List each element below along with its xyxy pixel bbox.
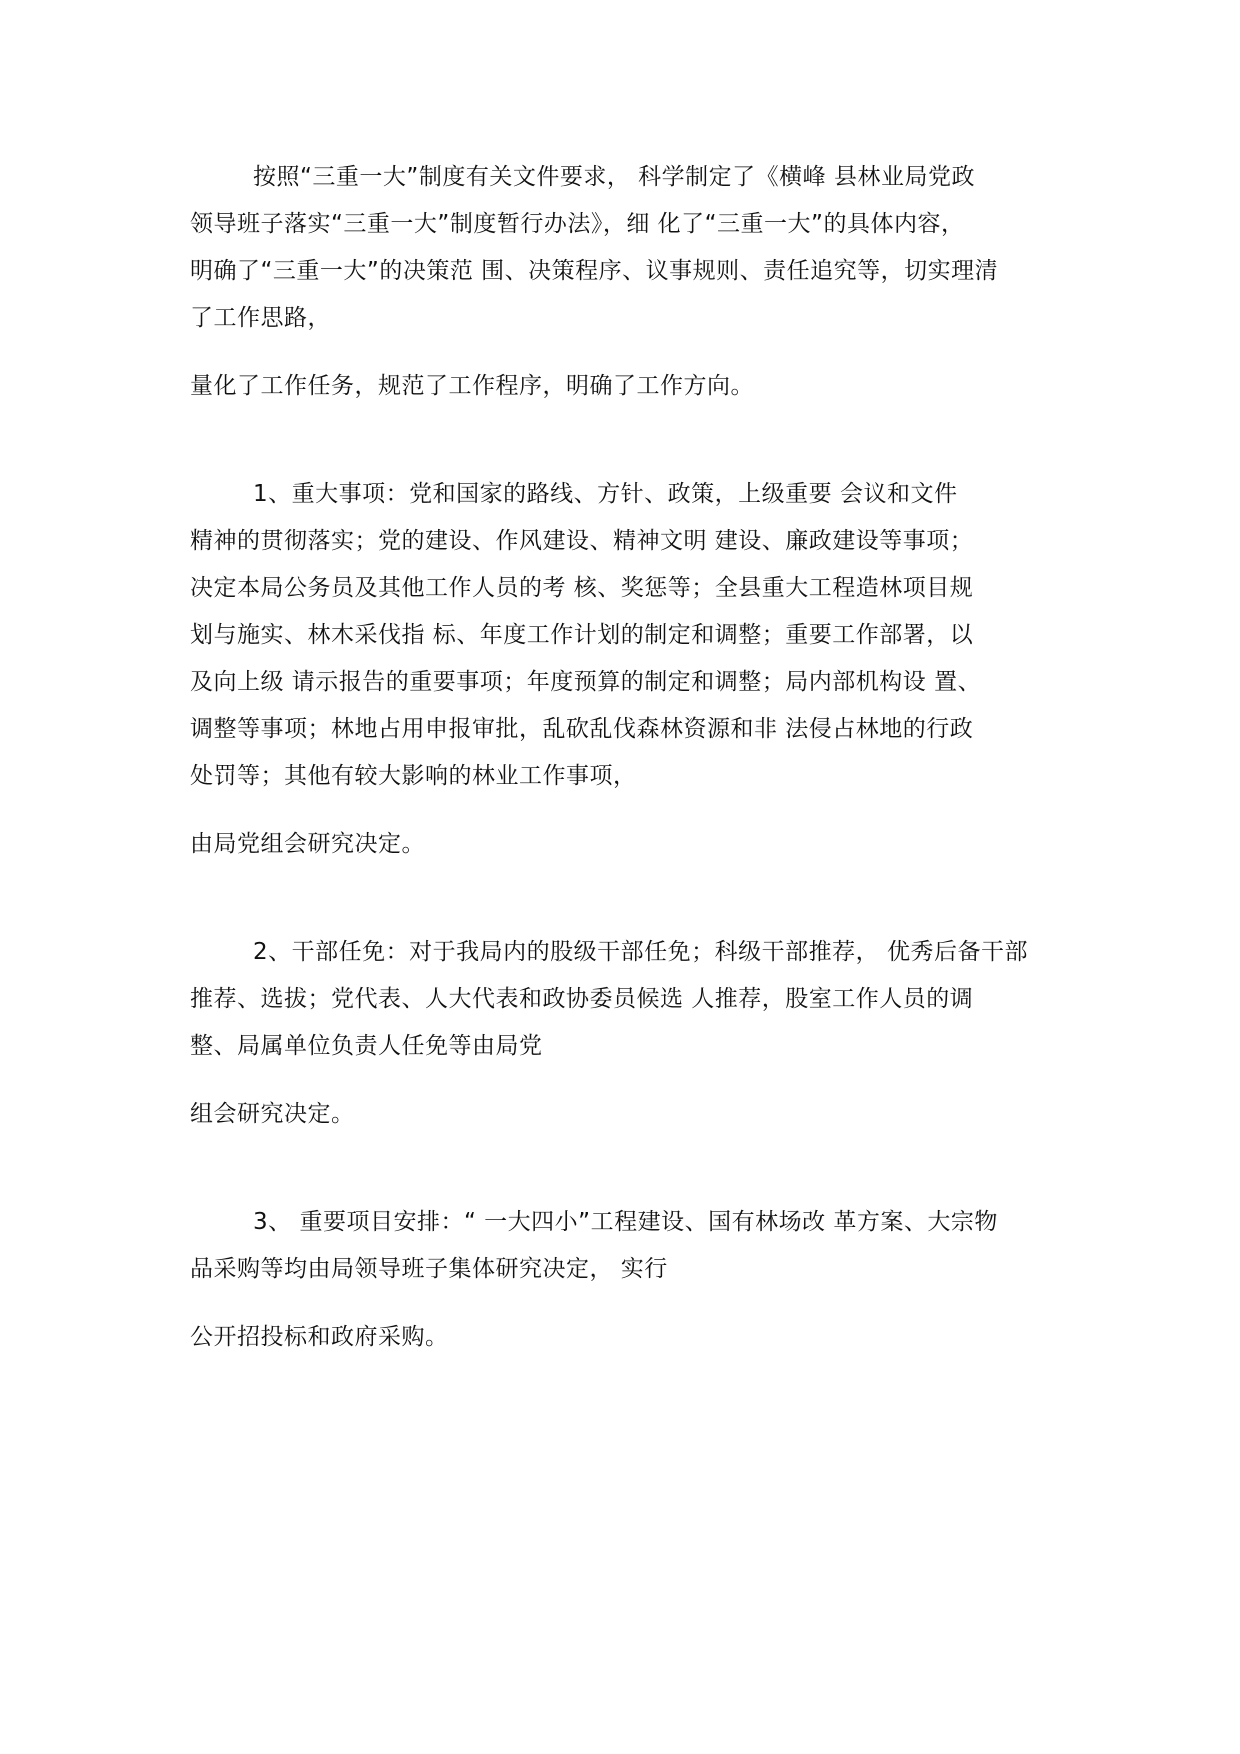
paragraph-1-line-2: 领导班子落实“三重一大”制度暂行办法》，细 化了“三重一大”的具体内容，: [190, 211, 965, 237]
paragraph-3-line-2: 精神的贯彻落实；党的建设、作风建设、精神文明 建设、廉政建设等事项；: [190, 528, 974, 554]
paragraph-3-line-6: 调整等事项；林地占用申报审批，乱砍乱伐森林资源和非 法侵占林地的行政: [190, 716, 974, 742]
paragraph-3-line-4: 划与施实、林木采伐指 标、年度工作计划的制定和调整；重要工作部署，以: [190, 622, 974, 648]
paragraph-5-line-3: 整、局属单位负责人任免等由局党: [190, 1033, 543, 1059]
paragraph-1-line-1: 按照“三重一大”制度有关文件要求， 科学制定了《横峰 县林业局党政: [253, 164, 975, 190]
paragraph-4-line-1: 由局党组会研究决定。: [190, 831, 425, 857]
paragraph-6-line-1: 组会研究决定。: [190, 1101, 355, 1127]
paragraph-5-line-1: 2、干部任免：对于我局内的股级干部任免；科级干部推荐， 优秀后备干部: [253, 939, 1028, 965]
paragraph-1-line-3: 明确了“三重一大”的决策范 围、决策程序、议事规则、责任追究等，切实理清: [190, 258, 999, 284]
paragraph-3-line-5: 及向上级 请示报告的重要事项；年度预算的制定和调整；局内部机构设 置、: [190, 669, 982, 695]
paragraph-3-line-1: 1、重大事项：党和国家的路线、方针、政策，上级重要 会议和文件: [253, 481, 958, 507]
paragraph-1-line-4: 了工作思路，: [190, 305, 331, 331]
paragraph-3-line-7: 处罚等；其他有较大影响的林业工作事项，: [190, 763, 637, 789]
paragraph-7-line-1: 3、 重要项目安排：“ 一大四小”工程建设、国有林场改 革方案、大宗物: [253, 1209, 998, 1235]
paragraph-5-line-2: 推荐、选拔；党代表、人大代表和政协委员候选 人推荐，股室工作人员的调: [190, 986, 974, 1012]
paragraph-3-line-3: 决定本局公务员及其他工作人员的考 核、奖惩等；全县重大工程造林项目规: [190, 575, 974, 601]
paragraph-2-line-1: 量化了工作任务，规范了工作程序，明确了工作方向。: [190, 373, 754, 399]
paragraph-7-line-2: 品采购等均由局领导班子集体研究决定， 实行: [190, 1256, 668, 1282]
paragraph-8-line-1: 公开招投标和政府采购。: [190, 1324, 449, 1350]
